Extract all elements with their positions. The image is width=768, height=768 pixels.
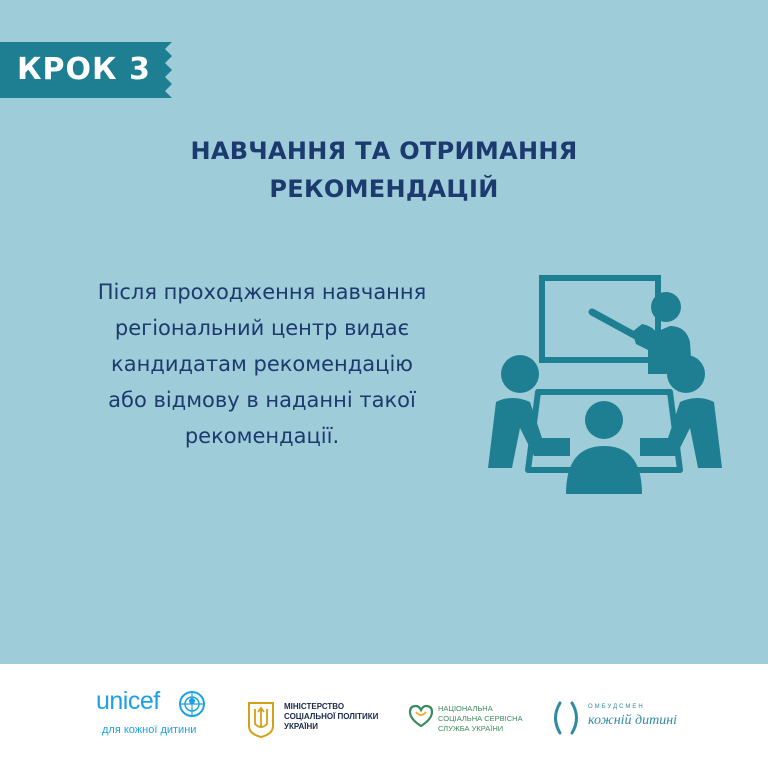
parentheses-icon xyxy=(548,700,584,736)
nsss-line-1: НАЦІОНАЛЬНА xyxy=(438,704,493,713)
nsss-logo xyxy=(408,702,528,738)
ministry-line-3: УКРАЇНИ xyxy=(284,722,319,731)
body-paragraph xyxy=(40,274,484,454)
nsss-line-3: СЛУЖБА УКРАЇНИ xyxy=(438,724,504,733)
body-line-2: регіональний центр видає xyxy=(114,316,410,340)
title-line-2: РЕКОМЕНДАЦІЙ xyxy=(269,175,499,203)
ministry-line-2: СОЦІАЛЬНОЇ ПОЛІТИКИ xyxy=(284,712,379,721)
unicef-emblem-icon xyxy=(178,690,206,718)
heart-icon xyxy=(408,704,434,728)
unicef-logo xyxy=(96,686,208,742)
nsss-name xyxy=(438,704,523,734)
title-line-1: НАВЧАННЯ ТА ОТРИМАННЯ xyxy=(190,137,578,165)
ministry-name xyxy=(284,702,378,732)
training-meeting-icon xyxy=(486,270,726,498)
unicef-tagline: для кожної дитини xyxy=(102,724,197,736)
unicef-wordmark: unicef xyxy=(96,687,160,715)
ministry-line-1: МІНІСТЕРСТВО xyxy=(284,702,345,711)
kozhniy-line-2: кожній дитині xyxy=(588,713,678,728)
step-badge xyxy=(0,42,172,98)
body-line-5: рекомендації. xyxy=(184,424,340,448)
partner-logos-footer xyxy=(0,664,768,768)
trident-icon xyxy=(246,700,276,738)
kozhniy-logo xyxy=(548,700,688,740)
nsss-line-2: СОЦІАЛЬНА СЕРВІСНА xyxy=(438,714,523,723)
page-title xyxy=(110,132,658,208)
kozhniy-line-1: ОМБУДСМЕН xyxy=(588,704,645,710)
body-line-3: кандидатам рекомендацію xyxy=(111,352,413,376)
body-line-1: Після проходження навчання xyxy=(97,280,427,304)
body-line-4: або відмову в наданні такої xyxy=(108,388,416,412)
ministry-logo xyxy=(246,700,386,740)
step-label: КРОК 3 xyxy=(17,52,151,87)
